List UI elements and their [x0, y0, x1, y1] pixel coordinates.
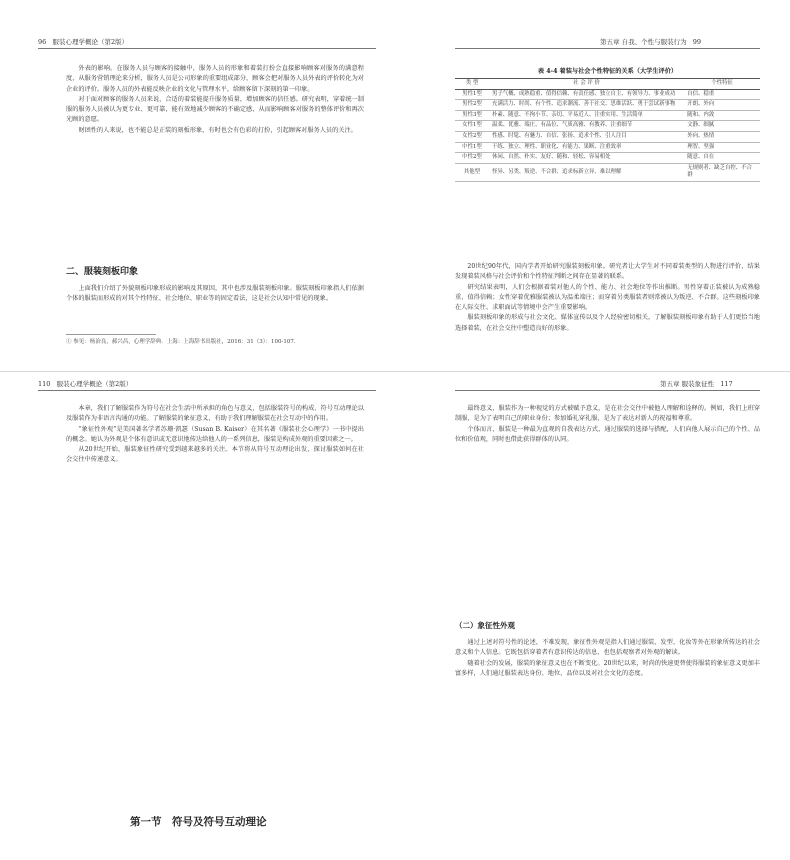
top-left-body-text-2 — [66, 284, 364, 324]
paragraph: 个体而言，服装是一种最为直观的自我表达方式，通过服装的选择与搭配，人们向他人展示自己的个性、品位和价值观，同时也借此获得群体的认同。 — [455, 425, 760, 443]
paragraph: 20世纪90年代，国内学者开始研究服装刻板印象。研究者让大学生对不同着装类型的人物进行评价，结果发现着装风格与社会评价和个性特征判断之间存在显著的联系。 — [455, 263, 760, 281]
table-header-row — [455, 79, 760, 90]
paragraph: 上面我们介绍了外貌刻板印象形成的影响及其原因，其中也涉及服装刻板印象。服装刻板印象指人们依据个体的服装而形成的对其个性特征、社会地位、职业等的固定看法，这是社会认知中常见的现象。 — [66, 285, 364, 303]
bottom-right-running-header — [660, 379, 733, 388]
section-title-symbol-interaction: 第一节 符号及符号互动理论 — [130, 816, 267, 828]
bottom-left-header-rule — [38, 390, 376, 391]
subsection-title-symbolic-appearance: （二）象征性外观 — [455, 621, 515, 630]
top-right-running-header — [600, 37, 701, 46]
row-type: 中性1型 — [455, 142, 489, 153]
paragraph: 财团性的人来说，也不能总是正装的刻板形象，有时也会有色彩的打扮，引起顾客对服务人员的关注。 — [78, 126, 357, 134]
paragraph: 外表的影响。在服务人员与顾客的接触中，服务人员的形象和着装打扮会直接影响顾客对服务的满意程度，从服务营销理论来分析，服务人员是公司形象的重要组成部分，顾客会把对服务人员外表的评价转化为对企业的评价。服务人员的外表能反映企业的文化与管理水平，给顾客留下深刻的第一印象。 — [66, 65, 364, 93]
bottom-right-body-text — [455, 404, 760, 609]
table-row — [455, 89, 760, 100]
header-personality: 个性特征 — [684, 79, 760, 90]
row-personality: 随和、内敛 — [684, 110, 760, 121]
trait-table — [455, 78, 760, 182]
paragraph: 对于面对顾客的服务人员来说，合适的着装能提升服务质量，增加顾客的信任感。研究表明，穿着统一制服的服务人员被认为更专业、更可靠，能有效地减少顾客的不确定感，从而影响顾客对服务的整体评价和再次光顾的意愿。 — [66, 95, 364, 124]
top-left-body-text — [66, 64, 364, 254]
top-left-page-number: 96 — [38, 38, 47, 46]
bottom-left-body-text — [66, 404, 364, 800]
top-left-running-header — [38, 37, 128, 46]
row-social: 朴素、随意、不拘小节、亲切、平易近人、注重实用、生活简单 — [489, 110, 684, 121]
footnote-rule — [66, 334, 156, 335]
table-row — [455, 153, 760, 164]
paragraph: 随着社会的发展，服装的象征意义也在不断变化。20世纪以来，时尚的快速更替使得服装的象征意义更加丰富多样，人们通过服装表达身份、地位、品位以及对社会文化的态度。 — [455, 659, 760, 677]
header-social: 社 会 评 价 — [489, 79, 684, 90]
bottom-left-page-number: 110 — [38, 380, 51, 388]
paragraph: “象征性外观”是美国著名学者苏珊·凯瑟（Susan B. Kaiser）在其名著《服装社会心理学》一书中提出的概念。她认为外观是个体有意识或无意识地传达给他人的一系列信息，服装是构成外观的重要因素之一。 — [66, 425, 364, 443]
row-social: 性感、时髦、有魅力、自信、张扬、追求个性、引人注目 — [489, 131, 684, 142]
bottom-left-running-header — [38, 379, 132, 388]
bottom-book-spread — [0, 372, 790, 860]
paragraph: 通过上述对符号性的论述，不难发现，象征性外观是指人们通过服装、发型、化妆等外在形象所传达的社会意义和个人信息。它既包括穿着者有意识传达的信息，也包括观察者对外观的解读。 — [455, 639, 760, 657]
row-type: 中性2型 — [455, 153, 489, 164]
row-social: 充满活力、时尚、有个性、追求潮流、善于社交、思维活跃、勇于尝试新事物 — [489, 100, 684, 111]
table-row — [455, 131, 760, 142]
table-caption: 表 4-4 着装与社会个性特征的关系（大学生评价） — [537, 68, 678, 75]
paragraph: 最终意义，服装作为一种视觉的方式被赋予意义，是在社会交往中被他人理解和诠释的。例如，我们上班穿制服，是为了表明自己的职业身份；参加婚礼穿礼服，是为了表达对新人的祝福和尊重。 — [455, 405, 760, 423]
row-type: 男性2型 — [455, 100, 489, 111]
row-personality: 外向、热情 — [684, 131, 760, 142]
paragraph: 本章，我们了解服装作为符号在社会生活中所承担的角色与意义，包括服装符号的构成、符号互动理论以及服装作为非语言沟通的功能。了解服装的象征意义，有助于我们理解服装在社会互动中的作用。 — [66, 405, 364, 423]
row-social: 干练、独立、理性、职业化、有能力、果断、注重效率 — [489, 142, 684, 153]
table-row — [455, 110, 760, 121]
row-social: 怪异、另类、叛逆、不合群、追求标新立异、难以理解 — [489, 163, 684, 181]
row-type: 其他型 — [455, 163, 489, 181]
row-personality: 文静、细腻 — [684, 121, 760, 132]
row-social: 休闲、自然、朴实、友好、随和、轻松、容易相处 — [489, 153, 684, 164]
section-title-clothing-stereotype: 二、服装刻板印象 — [66, 267, 139, 277]
row-personality: 开朗、外向 — [684, 100, 760, 111]
row-social: 男子气概、成熟稳重、值得信赖、有责任感、独立自主、有领导力、事业成功 — [489, 89, 684, 100]
row-type: 男性3型 — [455, 110, 489, 121]
table-row — [455, 121, 760, 132]
top-book-spread — [0, 0, 790, 372]
row-personality: 无规则者、缺乏自控、不合群 — [684, 163, 760, 181]
top-right-body-text — [455, 262, 760, 358]
bottom-right-body-text-2 — [455, 638, 760, 848]
table-row — [455, 100, 760, 111]
row-type: 女性2型 — [455, 131, 489, 142]
row-personality: 随意、自在 — [684, 153, 760, 164]
bottom-left-book-title: 服装心理学概论（第2版） — [56, 380, 133, 388]
table-row — [455, 142, 760, 153]
row-social: 温柔、优雅、端庄、有品位、气质高雅、有教养、注重细节 — [489, 121, 684, 132]
top-right-chapter: 第五章 自我、个性与服装行为 — [600, 38, 687, 46]
row-type: 女性1型 — [455, 121, 489, 132]
row-personality: 理智、坚强 — [684, 142, 760, 153]
row-personality: 自信、稳重 — [684, 89, 760, 100]
paragraph: 服装刻板印象的形成与社会文化、媒体宣传以及个人经验密切相关，了解服装刻板印象有助于人们更恰当地选择着装，在社会交往中塑造良好的形象。 — [455, 314, 760, 332]
header-type: 类 型 — [455, 79, 489, 90]
top-right-page-number: 99 — [692, 38, 702, 46]
top-left-book-title: 服装心理学概论（第2版） — [52, 38, 129, 46]
bottom-right-chapter: 第五章 服装象征性 — [660, 380, 715, 388]
row-type: 男性1型 — [455, 89, 489, 100]
top-right-header-rule — [455, 48, 760, 49]
bottom-right-page-number: 117 — [720, 380, 733, 388]
table-row — [455, 163, 760, 181]
paragraph: 从20世纪开始，服装象征性研究受到越来越多的关注。本节将从符号互动理论出发，探讨服装如何在社会交往中传递意义。 — [66, 446, 364, 464]
footnote: ① 参见：杨治良，郝兴昌，心理学辞典．上海：上海辞书出版社，2016：31（3）：100-107． — [66, 339, 300, 345]
paragraph: 研究结果表明，人们会根据着装对他人的个性、能力、社会地位等作出推断。男性穿着正装被认为成熟稳重、值得信赖；女性穿着优雅服装被认为温柔端庄；而穿着另类服装者则常被认为叛逆、不合群。这些刻板印象在人际交往、求职面试等情境中会产生重要影响。 — [455, 283, 760, 312]
top-left-header-rule — [38, 48, 376, 49]
bottom-right-header-rule — [455, 390, 760, 391]
